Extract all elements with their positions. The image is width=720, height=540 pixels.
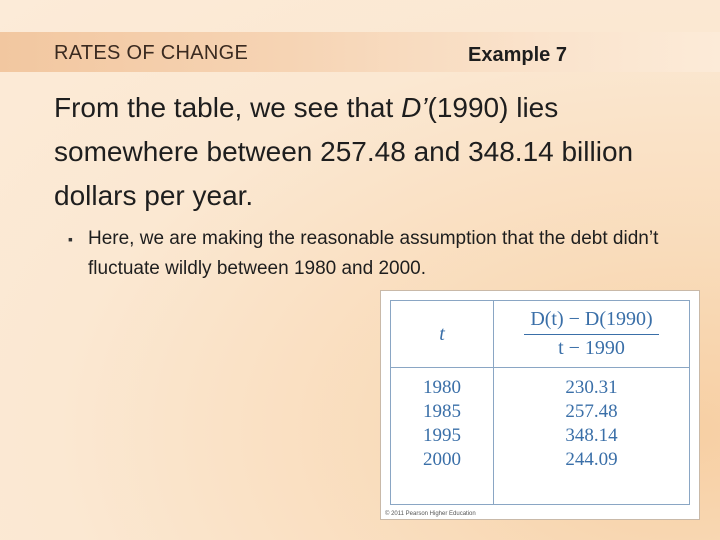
copyright-note: © 2011 Pearson Higher Education [385,511,476,517]
t-values-cell [391,368,494,505]
main-paragraph [54,86,704,218]
main-text-after: (1990) lies somewhere between 257.48 and 348.14 billion dollars per year. [54,92,634,211]
table-figure [380,290,700,520]
table-cell-t: 1980 [423,377,461,398]
rate-values-cell [494,368,690,505]
main-text-italic-term: D’ [401,92,428,123]
table-cell-rate: 348.14 [565,425,618,446]
table-body-row [391,368,690,505]
example-label: Example 7 [468,44,567,66]
sub-bullet-text: Here, we are making the reasonable assumption that the debt didn’t fluctuate wildly between 1980 and 2000. [88,228,659,279]
table-cell-rate: 244.09 [565,449,618,470]
square-bullet-icon: ▪ [68,231,73,247]
table-header-t: t [391,301,494,368]
table-header-rate [494,301,690,368]
table-cell-t: 1995 [423,425,461,446]
fraction-denominator: t − 1990 [558,337,625,359]
difference-quotient-fraction [524,308,658,360]
table-cell-rate: 257.48 [565,401,618,422]
table-cell-t: 2000 [423,449,461,470]
section-title: RATES OF CHANGE [54,42,249,64]
fraction-numerator: D(t) − D(1990) [524,308,658,335]
main-text-before: From the table, we see that [54,92,402,123]
data-table [390,300,690,505]
table-header-row [391,301,690,368]
sub-bullet [68,224,714,284]
table-cell-rate: 230.31 [565,377,618,398]
table-cell-t: 1985 [423,401,461,422]
